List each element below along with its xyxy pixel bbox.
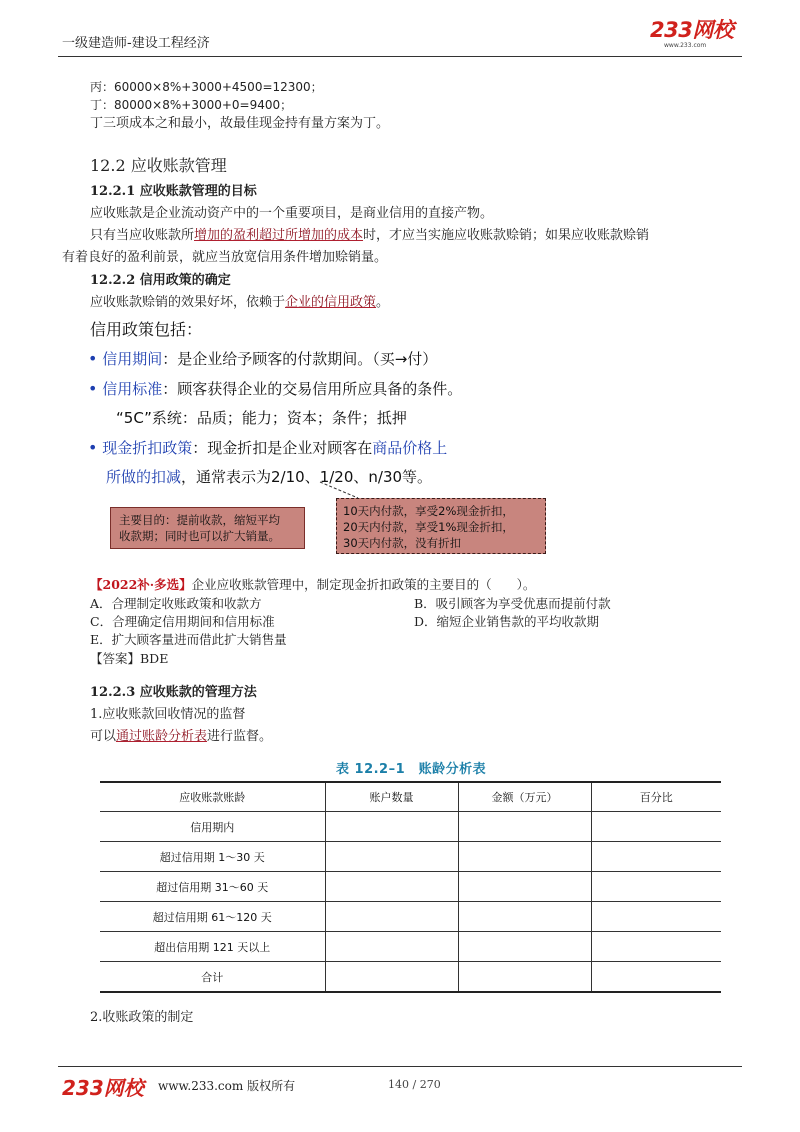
table-row <box>100 902 721 932</box>
bullet-credit-standard <box>88 379 462 399</box>
row-label: 合计 <box>100 962 325 993</box>
text: 只有当应收账款所 <box>90 228 195 243</box>
text: 。 <box>376 295 390 310</box>
option-e: E．扩大顾客量进而借此扩大销售量 <box>90 632 287 647</box>
emphasis-text: 通过账龄分析表 <box>116 729 208 744</box>
table-cell <box>458 872 591 902</box>
table-cell <box>325 962 458 993</box>
paragraph-continuation: 有着良好的盈利前景，就应当放宽信用条件增加赊销量。 <box>62 250 388 265</box>
bullet-dot-icon: • <box>88 349 98 368</box>
row-label: 超出信用期 121 天以上 <box>100 932 325 962</box>
table-cell <box>458 962 591 993</box>
text: 应收账款赊销的效果好坏，依赖于 <box>90 295 286 310</box>
callout-line: 收款期；同时也可以扩大销量。 <box>119 529 280 543</box>
table-cell <box>591 812 721 842</box>
emphasis-text: 商品价格上 <box>372 439 448 457</box>
table-row <box>100 932 721 962</box>
bullet-text: ，通常表示为2/10、1/20、n/30等。 <box>181 468 433 486</box>
callout-line: 30天内付款，没有折扣 <box>343 536 462 550</box>
table-cell <box>325 902 458 932</box>
footer-copyright: www.233.com 版权所有 <box>158 1079 296 1093</box>
footer-logo[interactable]: 233网校 <box>62 1076 144 1100</box>
emphasis-text: 企业的信用政策 <box>285 295 377 310</box>
column-header: 应收账款账龄 <box>100 782 325 812</box>
bullet-term: 现金折扣政策 <box>102 439 193 457</box>
table-cell <box>325 872 458 902</box>
callout-discount-terms-box <box>336 498 546 554</box>
paragraph <box>90 294 389 311</box>
callout-line: 20天内付款，享受1%现金折扣， <box>343 520 514 534</box>
list-item: 1.应收账款回收情况的监督 <box>90 707 246 722</box>
row-label: 超过信用期 1～30 天 <box>100 842 325 872</box>
bullet-term: 信用标准 <box>102 380 163 398</box>
table-row <box>100 812 721 842</box>
table-cell <box>591 842 721 872</box>
table-cell <box>458 932 591 962</box>
column-header: 金额（万元） <box>458 782 591 812</box>
table-header-row <box>100 782 721 812</box>
table-cell <box>591 872 721 902</box>
table-cell <box>591 962 721 993</box>
callout-line: 10天内付款，享受2%现金折扣， <box>343 504 514 518</box>
table-caption: 表 12.2–1 账龄分析表 <box>336 762 487 777</box>
answer: 【答案】BDE <box>90 651 169 666</box>
subsection-heading-2: 12.2.2 信用政策的确定 <box>90 273 231 288</box>
calc-conclusion: 丁三项成本之和最小，故最佳现金持有量方案为丁。 <box>90 116 390 131</box>
column-header: 百分比 <box>591 782 721 812</box>
table-cell <box>325 842 458 872</box>
table-row <box>100 872 721 902</box>
subsection-heading-3: 12.2.3 应收账款的管理方法 <box>90 685 257 700</box>
question-tag: 【2022补·多选】 <box>90 577 192 592</box>
paragraph: 应收账款是企业流动资产中的一个重要项目，是商业信用的直接产物。 <box>90 206 494 221</box>
question-stem <box>90 576 535 593</box>
aging-analysis-table <box>100 781 721 993</box>
table-cell <box>458 812 591 842</box>
table-cell <box>458 842 591 872</box>
table-row <box>100 842 721 872</box>
bullet-text: ：现金折扣是企业对顾客在 <box>192 439 373 457</box>
text: 可以 <box>90 729 117 744</box>
emphasis-text: 所做的扣减 <box>106 468 182 486</box>
table-cell <box>458 902 591 932</box>
bullet-cash-discount-continued <box>106 467 432 487</box>
option-a: A．合理制定收账政策和收款方 <box>90 596 262 611</box>
column-header: 账户数量 <box>325 782 458 812</box>
option-c: C．合理确定信用期间和信用标准 <box>90 614 275 629</box>
section-heading: 12.2 应收账款管理 <box>90 156 227 175</box>
page-number: 140 / 270 <box>388 1078 441 1091</box>
paragraph <box>90 227 649 244</box>
list-item: 2.收账政策的制定 <box>90 1010 194 1025</box>
table-row <box>100 962 721 993</box>
bullet-credit-period <box>88 349 437 369</box>
row-label: 超过信用期 61～120 天 <box>100 902 325 932</box>
callout-line: 主要目的：提前收款，缩短平均 <box>119 513 280 527</box>
bullet-dot-icon: • <box>88 438 98 457</box>
emphasis-text: 增加的盈利超过所增加的成本 <box>194 228 364 243</box>
header-rule <box>58 56 742 57</box>
bullet-text: ：顾客获得企业的交易信用所应具备的条件。 <box>162 380 463 398</box>
table-cell <box>591 902 721 932</box>
calc-line-bing: 丙：60000×8%+3000+4500=12300； <box>90 80 323 94</box>
row-label: 信用期内 <box>100 812 325 842</box>
table-cell <box>325 812 458 842</box>
subsection-heading-1: 12.2.1 应收账款管理的目标 <box>90 184 257 199</box>
bullet-dot-icon: • <box>88 379 98 398</box>
callout-purpose-box <box>110 507 305 549</box>
header-title: 一级建造师-建设工程经济 <box>62 36 210 51</box>
question-text: 企业应收账款管理中，制定现金折扣政策的主要目的（ ）。 <box>191 577 536 592</box>
bullet-cash-discount <box>88 438 447 458</box>
text: 进行监督。 <box>207 729 273 744</box>
bullet-text: ：是企业给予顾客的付款期间。（买→付） <box>162 350 438 368</box>
table-cell <box>325 932 458 962</box>
bullet-term: 信用期间 <box>102 350 163 368</box>
row-label: 超过信用期 31～60 天 <box>100 872 325 902</box>
paragraph <box>90 728 272 745</box>
calc-line-ding: 丁：80000×8%+3000+0=9400； <box>90 98 293 112</box>
text: 时，才应当实施应收账款赊销；如果应收账款赊销 <box>363 228 650 243</box>
policy-intro: 信用政策包括： <box>90 320 203 339</box>
logo-text: 233网校 <box>650 18 734 42</box>
table-cell <box>591 932 721 962</box>
option-b: B．吸引顾客为享受优惠而提前付款 <box>414 596 611 611</box>
option-d: D．缩短企业销售款的平均收款期 <box>414 614 600 629</box>
footer-rule <box>58 1066 742 1067</box>
brand-logo[interactable] <box>650 18 740 52</box>
logo-url: www.233.com <box>664 42 707 49</box>
five-c-system: “5C”系统：品质；能力；资本；条件；抵押 <box>116 409 407 427</box>
